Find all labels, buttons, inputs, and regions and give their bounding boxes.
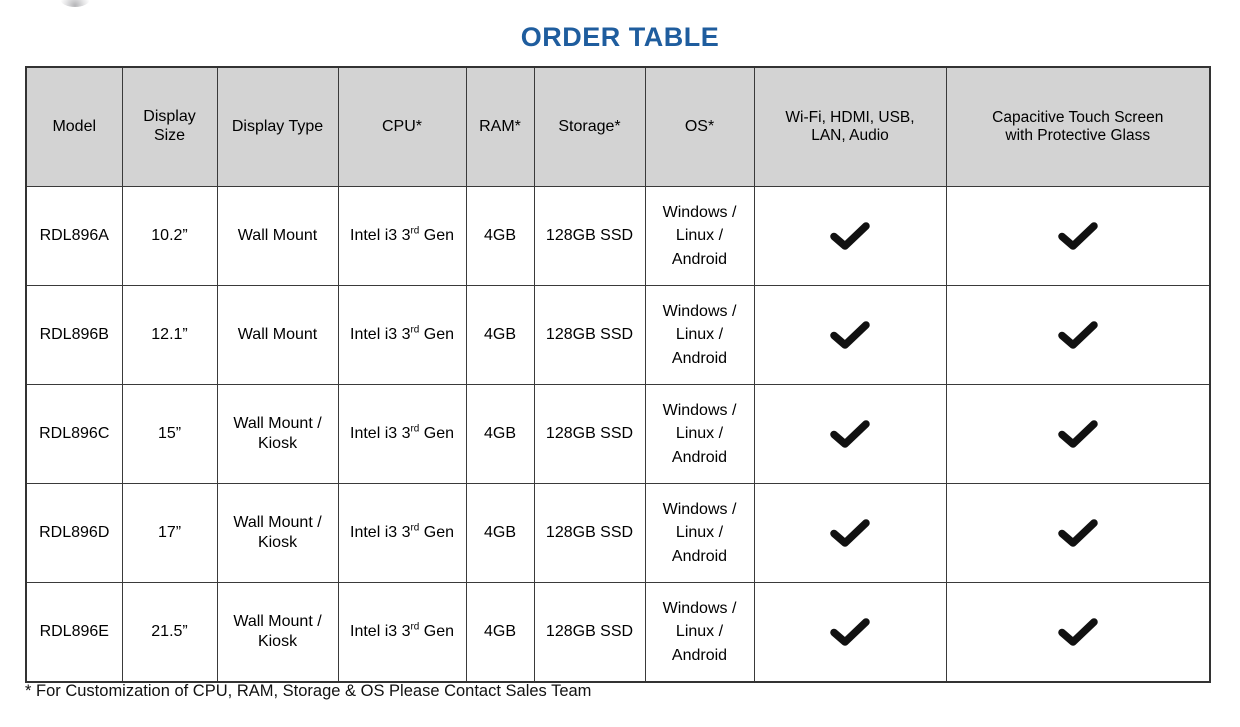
cell-storage: 128GB SSD <box>534 286 645 385</box>
cell-line: Android <box>671 646 728 664</box>
cell-display-size: 21.5” <box>122 583 217 683</box>
cell-line: Android <box>671 250 728 268</box>
cell-line: Windows / <box>662 600 737 618</box>
cell-display-size: 15” <box>122 385 217 484</box>
header-line: CPU* <box>381 117 422 135</box>
cell-os <box>645 484 754 583</box>
cell-model: RDL896B <box>26 286 122 385</box>
cpu-suffix: Gen <box>419 623 454 641</box>
header-line: LAN, Audio <box>811 127 889 144</box>
cell-line: Windows / <box>662 501 737 519</box>
cell-os <box>645 385 754 484</box>
checkmark-icon <box>1055 417 1101 451</box>
checkmark-icon <box>827 417 873 451</box>
cell-line: Linux / <box>675 524 724 542</box>
cpu-ordinal: rd <box>410 621 420 633</box>
cell-display-size: 12.1” <box>122 286 217 385</box>
cell-touch-screen <box>946 187 1210 286</box>
table-header <box>26 67 1210 187</box>
checkmark-icon <box>827 516 873 550</box>
header-line: Display Type <box>231 117 324 135</box>
cell-cpu <box>338 583 466 683</box>
cpu-prefix: Intel i3 3 <box>350 227 411 245</box>
column-header-storage <box>534 67 645 187</box>
cell-line: Android <box>671 547 728 565</box>
column-header-cpu <box>338 67 466 187</box>
table-row <box>26 385 1210 484</box>
header-row <box>26 67 1210 187</box>
cell-cpu <box>338 286 466 385</box>
cell-line: Wall Mount / <box>233 613 322 631</box>
order-table <box>25 66 1211 683</box>
cell-ram: 4GB <box>466 385 534 484</box>
page-title: ORDER TABLE <box>520 22 720 52</box>
column-header-ram <box>466 67 534 187</box>
cell-ports <box>754 583 946 683</box>
cell-line: Linux / <box>675 425 724 443</box>
cell-ram: 4GB <box>466 286 534 385</box>
cell-display-type <box>217 187 338 286</box>
partial-logo-mark <box>60 0 90 7</box>
cell-display-size: 17” <box>122 484 217 583</box>
header-line: Model <box>52 117 97 135</box>
cell-display-type <box>217 286 338 385</box>
cell-display-type <box>217 583 338 683</box>
cpu-suffix: Gen <box>419 326 454 344</box>
cpu-ordinal: rd <box>410 423 420 435</box>
cell-line: Wall Mount / <box>233 415 322 433</box>
cell-ram: 4GB <box>466 187 534 286</box>
cell-line: Android <box>671 448 728 466</box>
checkmark-icon <box>1055 516 1101 550</box>
cell-line: Windows / <box>662 303 737 321</box>
cell-line: Kiosk <box>257 633 298 650</box>
cell-storage: 128GB SSD <box>534 385 645 484</box>
cell-line: Android <box>671 349 728 367</box>
column-header-touch-screen <box>946 67 1210 187</box>
cell-ram: 4GB <box>466 583 534 683</box>
table-row <box>26 583 1210 683</box>
cell-display-size: 10.2” <box>122 187 217 286</box>
checkmark-icon <box>1055 615 1101 649</box>
cpu-ordinal: rd <box>410 225 420 237</box>
cell-line: Kiosk <box>257 435 298 452</box>
cell-ports <box>754 286 946 385</box>
checkmark-icon <box>827 318 873 352</box>
cpu-suffix: Gen <box>419 425 454 443</box>
checkmark-icon <box>1055 318 1101 352</box>
cell-line: Linux / <box>675 326 724 344</box>
cell-cpu <box>338 484 466 583</box>
cell-model: RDL896D <box>26 484 122 583</box>
cell-line: Kiosk <box>257 534 298 551</box>
table-row <box>26 187 1210 286</box>
cell-model: RDL896A <box>26 187 122 286</box>
cell-os <box>645 286 754 385</box>
cpu-prefix: Intel i3 3 <box>350 425 411 443</box>
cpu-prefix: Intel i3 3 <box>350 623 411 641</box>
header-line: Size <box>153 127 186 144</box>
cpu-ordinal: rd <box>410 522 420 534</box>
header-line: RAM* <box>479 117 521 135</box>
cell-touch-screen <box>946 484 1210 583</box>
cell-touch-screen <box>946 286 1210 385</box>
cell-line: Wall Mount <box>237 227 318 245</box>
cell-os <box>645 583 754 683</box>
column-header-os <box>645 67 754 187</box>
table-row <box>26 484 1210 583</box>
cell-cpu <box>338 385 466 484</box>
cell-line: Linux / <box>675 623 724 641</box>
cell-storage: 128GB SSD <box>534 583 645 683</box>
cell-display-type <box>217 484 338 583</box>
cell-storage: 128GB SSD <box>534 187 645 286</box>
cpu-suffix: Gen <box>419 524 454 542</box>
column-header-display-type <box>217 67 338 187</box>
cell-model: RDL896C <box>26 385 122 484</box>
header-line: with Protective Glass <box>1005 127 1151 144</box>
table-body <box>26 187 1210 683</box>
cell-line: Wall Mount <box>237 326 318 344</box>
checkmark-icon <box>827 219 873 253</box>
cell-touch-screen <box>946 583 1210 683</box>
column-header-ports <box>754 67 946 187</box>
cell-ports <box>754 385 946 484</box>
header-line: OS* <box>684 117 715 135</box>
cell-line: Windows / <box>662 204 737 222</box>
cell-model: RDL896E <box>26 583 122 683</box>
header-line: Wi-Fi, HDMI, USB, <box>785 108 915 126</box>
header-line: Display <box>143 108 196 126</box>
cell-os <box>645 187 754 286</box>
footnote-text: * For Customization of CPU, RAM, Storage & OS Please Contact Sales Team <box>25 682 592 700</box>
cpu-prefix: Intel i3 3 <box>350 524 411 542</box>
cpu-suffix: Gen <box>419 227 454 245</box>
order-table-container <box>25 66 1209 683</box>
cell-ports <box>754 484 946 583</box>
cell-touch-screen <box>946 385 1210 484</box>
cell-ports <box>754 187 946 286</box>
table-row <box>26 286 1210 385</box>
cpu-ordinal: rd <box>410 324 420 336</box>
column-header-model <box>26 67 122 187</box>
column-header-display-size <box>122 67 217 187</box>
cell-display-type <box>217 385 338 484</box>
header-line: Storage* <box>558 117 621 135</box>
cell-cpu <box>338 187 466 286</box>
header-line: Capacitive Touch Screen <box>992 108 1164 126</box>
cell-line: Wall Mount / <box>233 514 322 532</box>
cpu-prefix: Intel i3 3 <box>350 326 411 344</box>
checkmark-icon <box>827 615 873 649</box>
cell-line: Windows / <box>662 402 737 420</box>
cell-storage: 128GB SSD <box>534 484 645 583</box>
cell-line: Linux / <box>675 227 724 245</box>
checkmark-icon <box>1055 219 1101 253</box>
cell-ram: 4GB <box>466 484 534 583</box>
